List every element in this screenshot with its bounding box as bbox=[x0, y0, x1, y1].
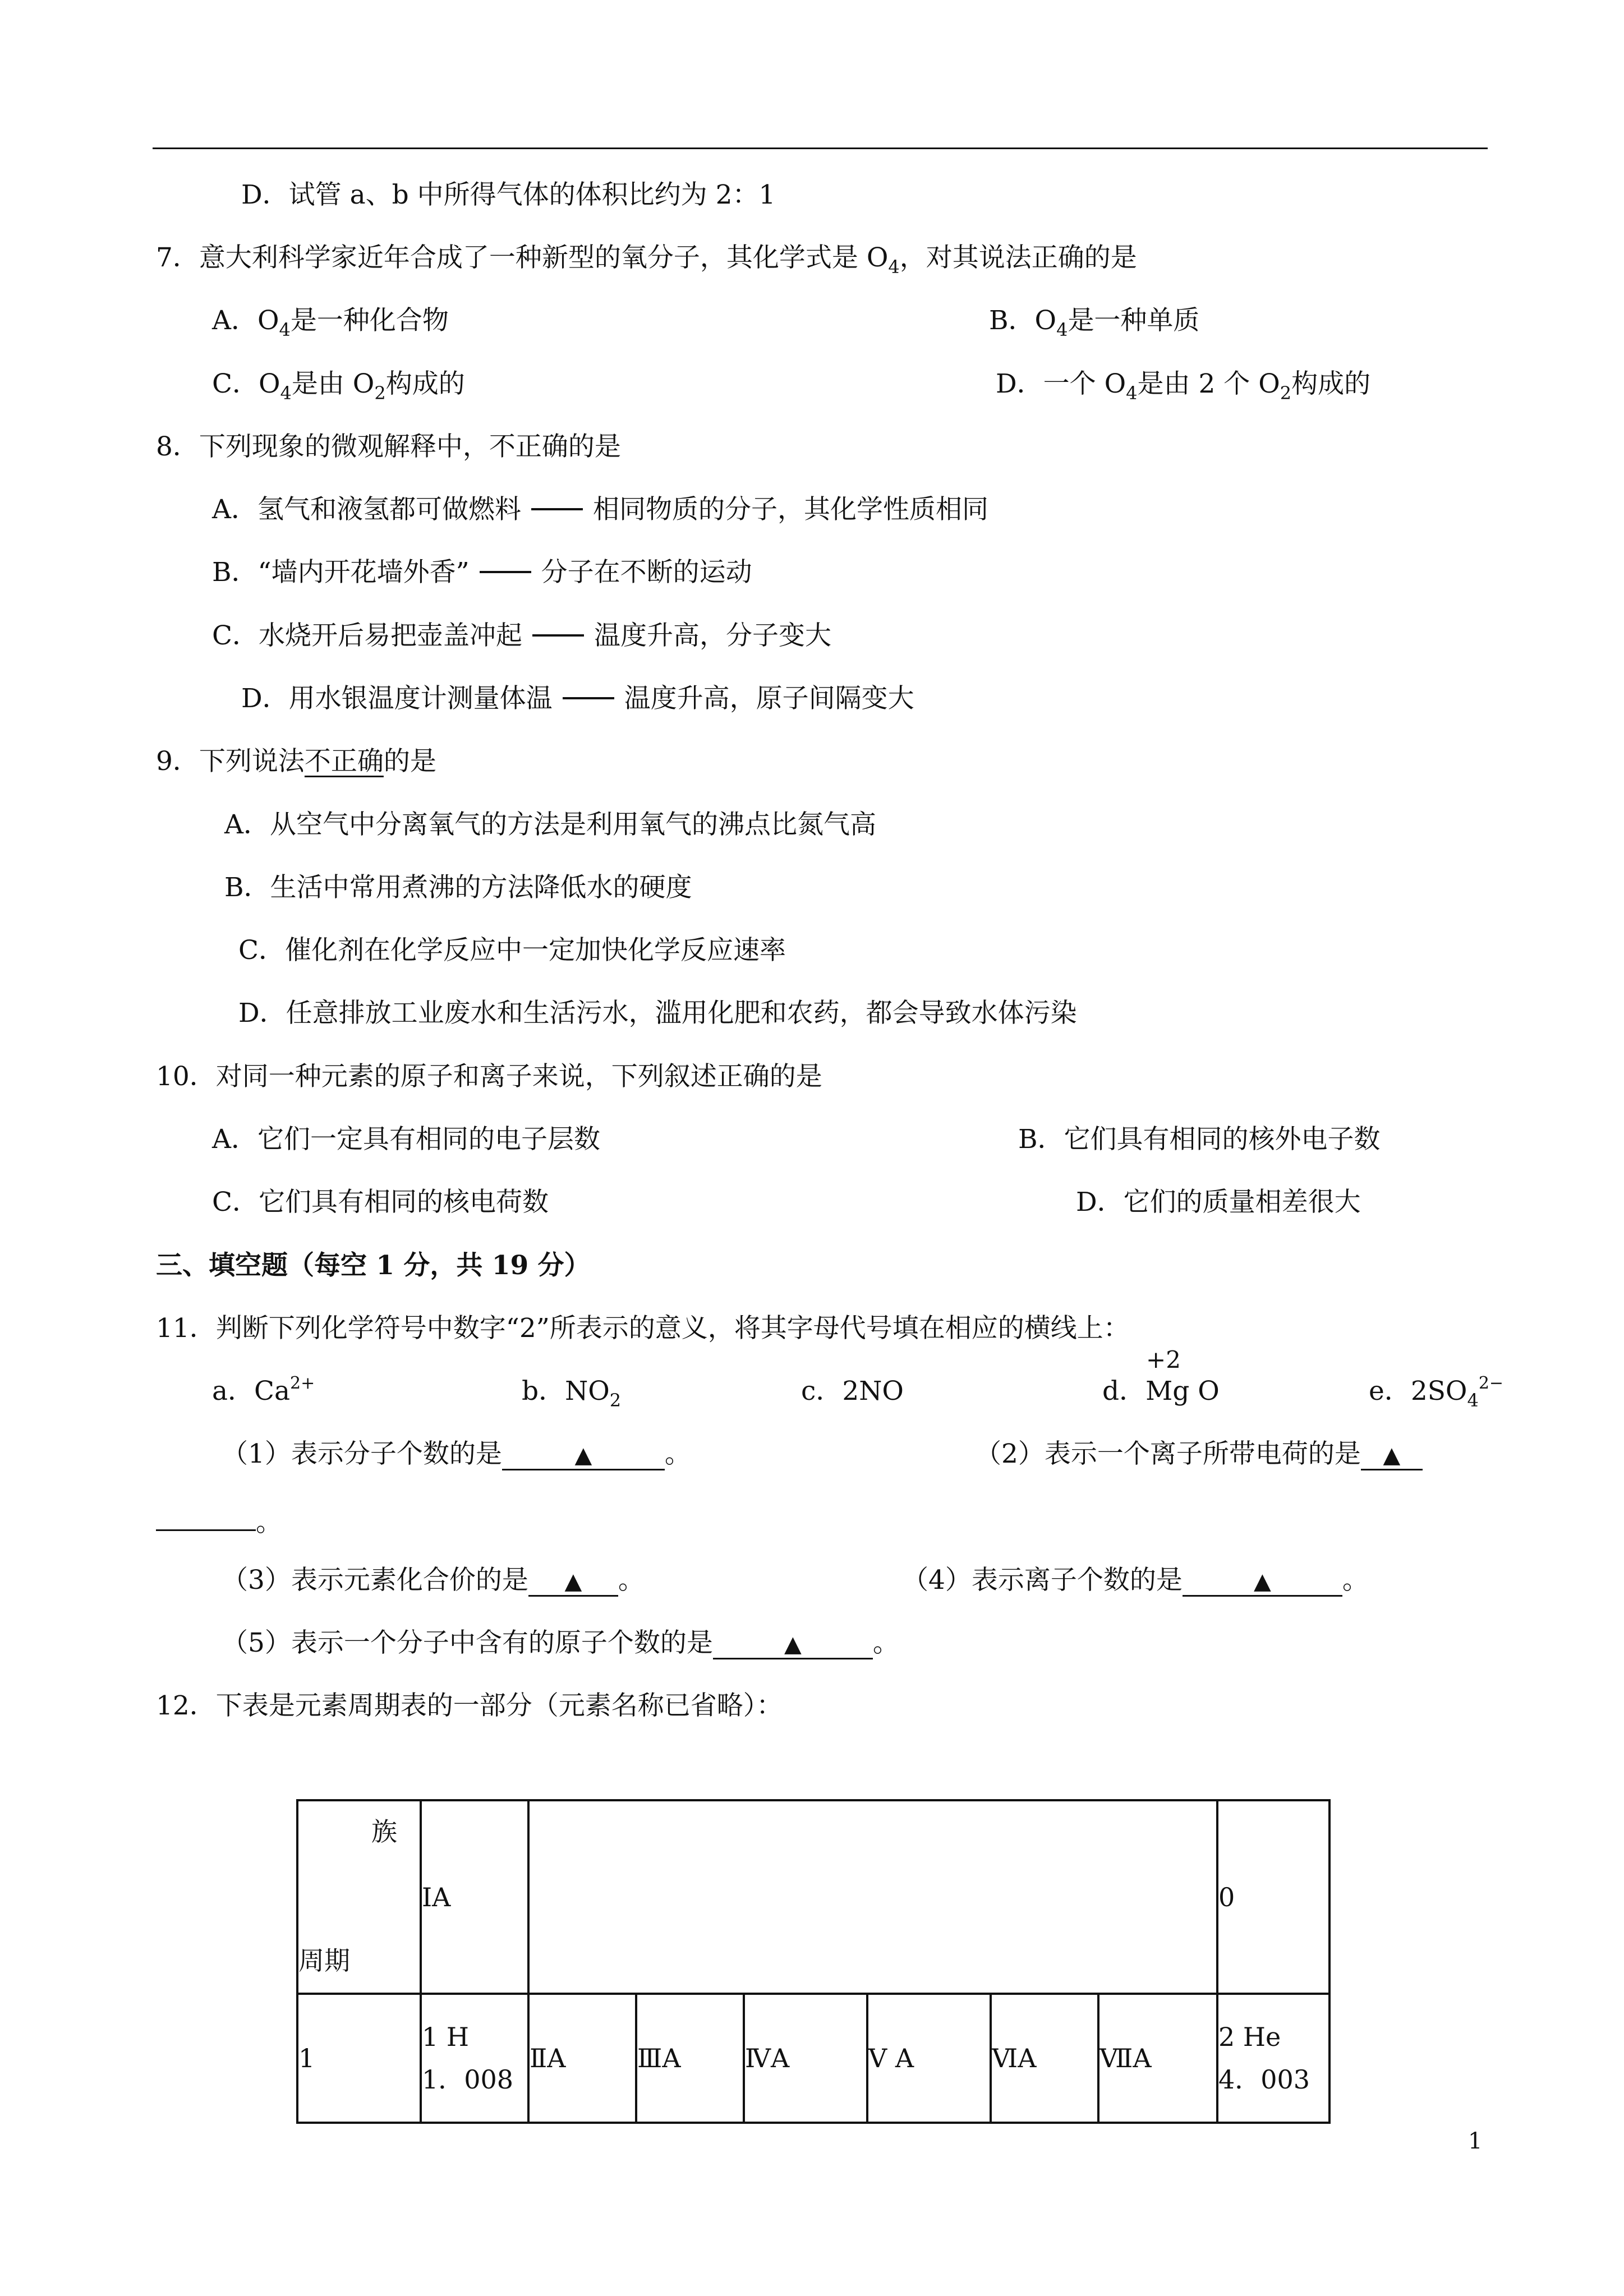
q10-option-a: A．它们一定具有相同的电子层数 bbox=[212, 1124, 600, 1155]
q7-option-d: D．一个 $O_4$是由 2 个 $O_2$构成的 bbox=[996, 368, 1371, 404]
q11-stem: 11．判断下列化学符号中数字“2”所表示的意义，将其字母代号填在相应的横线上： bbox=[156, 1313, 1130, 1344]
element-cell-h bbox=[421, 1994, 528, 2123]
q11-symbol-c: c．2NO bbox=[801, 1376, 904, 1407]
periodic-table bbox=[296, 1799, 1331, 2124]
q10-option-b: B．它们具有相同的核外电子数 bbox=[1018, 1124, 1381, 1155]
q11-symbol-b: b．$NO_2$ bbox=[522, 1376, 622, 1411]
group-iiia-cell: ⅢA bbox=[636, 1994, 744, 2123]
group-0-header: 0 bbox=[1217, 1800, 1329, 1994]
answer-blank[interactable] bbox=[156, 1500, 256, 1531]
group-ia-header: IA bbox=[421, 1800, 528, 1994]
element-he-mass: 4．003 bbox=[1218, 2064, 1310, 2095]
q8-option-c: C．水烧开后易把壶盖冲起 温度升高，分子变大 bbox=[212, 620, 831, 651]
q12-stem: 12．下表是元素周期表的一部分（元素名称已省略）： bbox=[156, 1690, 783, 1721]
q10-option-d: D．它们的质量相差很大 bbox=[1076, 1187, 1361, 1218]
q8-option-b: B．“墙内开花墙外香” 分子在不断的运动 bbox=[212, 557, 752, 588]
q11-part-3: （3）表示元素化合价的是 ▲ 。 bbox=[222, 1565, 645, 1596]
q8-option-a: A．氢气和液氢都可做燃料 相同物质的分子，其化学性质相同 bbox=[212, 494, 988, 525]
q11-symbol-e: e．$2SO_4^{2-}$ bbox=[1369, 1373, 1504, 1411]
q11-symbol-d: d．Mg O bbox=[1102, 1376, 1220, 1407]
q8-stem: 8．下列现象的微观解释中，不正确的是 bbox=[156, 431, 621, 462]
section-heading: 三、填空题（每空 1 分，共 19 分） bbox=[156, 1250, 591, 1281]
q11-part-5: （5）表示一个分子中含有的原子个数的是 ▲ 。 bbox=[222, 1628, 899, 1658]
element-he-symbol: 2 He bbox=[1218, 2022, 1281, 2052]
element-cell-he bbox=[1217, 1994, 1329, 2123]
underlined-emphasis: 不正确 bbox=[304, 746, 384, 777]
element-h-symbol: 1 H bbox=[422, 2022, 470, 2052]
dash-line bbox=[563, 697, 614, 699]
dash-line bbox=[532, 634, 584, 637]
header-rule bbox=[153, 147, 1488, 149]
q9-option-c: C．催化剂在化学反应中一定加快化学反应速率 bbox=[238, 935, 786, 966]
dash-line bbox=[531, 508, 583, 510]
q11-part-2-continued: 。 bbox=[156, 1500, 282, 1539]
answer-blank[interactable]: ▲ bbox=[528, 1566, 618, 1597]
element-h-mass: 1．008 bbox=[422, 2064, 514, 2095]
q9-option-d: D．任意排放工业废水和生活污水，滥用化肥和农药，都会导致水体污染 bbox=[238, 998, 1077, 1029]
answer-blank[interactable]: ▲ bbox=[713, 1629, 873, 1659]
q9-stem: 9．下列说法不正确的是 bbox=[156, 746, 436, 777]
group-va-cell: Ⅴ A bbox=[867, 1994, 991, 2123]
dash-line bbox=[480, 571, 531, 573]
q11-d-valence-mark: +2 bbox=[1146, 1346, 1181, 1373]
q10-option-c: C．它们具有相同的核电荷数 bbox=[212, 1187, 549, 1218]
q9-option-b: B．生活中常用煮沸的方法降低水的硬度 bbox=[224, 872, 692, 903]
q11-part-4: （4）表示离子个数的是 ▲ 。 bbox=[902, 1565, 1369, 1596]
table-corner-header bbox=[297, 1800, 421, 1994]
q8-option-d: D．用水银温度计测量体温 温度升高，原子间隔变大 bbox=[241, 683, 914, 714]
period-header-label: 周期 bbox=[298, 1945, 350, 1976]
q9-option-a: A．从空气中分离氧气的方法是利用氧气的沸点比氮气高 bbox=[224, 809, 876, 840]
period-1-label: 1 bbox=[297, 1994, 421, 2123]
q11-part-2: （2）表示一个离子所带电荷的是 ▲ bbox=[975, 1437, 1423, 1471]
answer-blank[interactable]: ▲ bbox=[502, 1440, 665, 1470]
q7-stem: 7．意大利科学家近年合成了一种新型的氧分子，其化学式是 $O_4$，对其说法正确的是 bbox=[156, 242, 1137, 278]
answer-blank[interactable]: ▲ bbox=[1183, 1566, 1342, 1597]
q6-option-d: D．试管 a、b 中所得气体的体积比约为 2：1 bbox=[241, 179, 776, 210]
q11-symbol-a: a．$Ca^{2+}$ bbox=[212, 1373, 315, 1407]
answer-blank[interactable]: ▲ bbox=[1361, 1440, 1423, 1470]
q7-option-c: C．$O_4$是由 $O_2$构成的 bbox=[212, 368, 465, 404]
page-number: 1 bbox=[1468, 2128, 1483, 2154]
q10-stem: 10．对同一种元素的原子和离子来说，下列叙述正确的是 bbox=[156, 1061, 822, 1092]
group-header-label: 族 bbox=[371, 1816, 397, 1847]
q11-part-1: （1）表示分子个数的是 ▲ 。 bbox=[222, 1439, 691, 1469]
q7-option-a: A．$O_4$是一种化合物 bbox=[212, 305, 449, 340]
group-via-cell: ⅥA bbox=[991, 1994, 1098, 2123]
group-iia-cell: ⅡA bbox=[528, 1994, 636, 2123]
group-iva-cell: ⅣA bbox=[744, 1994, 867, 2123]
group-viia-cell: ⅦA bbox=[1098, 1994, 1217, 2123]
q7-option-b: B．$O_4$是一种单质 bbox=[989, 305, 1200, 340]
group-header-span bbox=[528, 1800, 1217, 1994]
